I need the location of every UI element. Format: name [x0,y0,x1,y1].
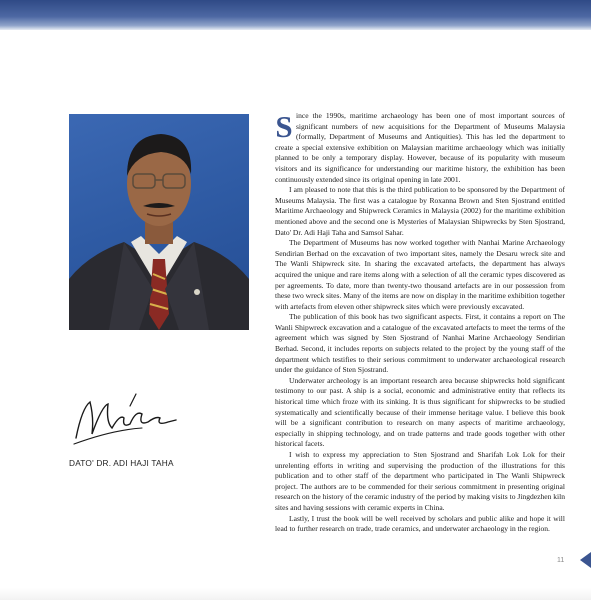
corner-tab-icon [580,552,591,568]
paragraph-7: Lastly, I trust the book will be well received by scholars and public alike and hope it will lead to further research on trade, trade ceramics, and underwater archaeology in the region. [275,513,565,534]
paragraph-5: Underwater archeology is an important research area because shipwrecks hold significant testimony to our past. A ship is a social, economic and administrative entity that reflects its historical time which froze with its sinking. It is thus significant for shipwrecks to be studied systematically and scientifically because of their immense heritage value. I believe this book will be a significant contribution to research on many aspects of maritime archaeology, especially in shipping technology, and on trade patterns and trade goods together with other historical facets. [275,375,565,449]
paragraph-6: I wish to express my appreciation to Sten Sjostrand and Sharifah Lok Lok for their unrelenting efforts in writing and supervising the production of the illustrations for this publication and to other staff of the department who participated in The Wanli Shipwreck project. The authors are to be commended for their serious commitment in presenting original research on the history of the ceramic industry of the period by making visits to Jingdezhen kiln sites and having sessions with ceramic experts in China. [275,450,565,512]
page-bottom-edge [0,588,591,600]
page-number: 11 [557,557,565,564]
top-color-band [0,0,591,30]
drop-cap-s [275,112,293,142]
paragraph-1 [275,111,565,185]
portrait-illustration [69,114,249,330]
paragraph-1-text: ince the 1990s, maritime archaeology has been one of most important sources of significant numbers of new acquisitions for the Department of Museums Malaysia (formally, Department of Museums and Antiquities). This has led the department to create a special extensive exhibition on Malaysian maritime archaeology which was initially planned to be only a temporary display. However, because of its popularity with museum visitors and its significance for understanding our maritime history, the exhibition has been continuously extended since its original opening in late 2001. [275,111,565,184]
author-portrait [69,114,249,330]
paragraph-4: The publication of this book has two significant aspects. First, it contains a report on The Wanli Shipwreck excavation and a catalogue of the excavated artefacts to meet the terms of the agreement which was signed by Sten Sjostrand of Nanhai Marine Archaeology Sendirian Berhad. Second, it includes reports on subjects related to the project by the young staff of the department which testifies to their serious commitment to underwater archaeological research under the guidance of Sten Sjostrand. [275,312,565,375]
paragraph-2: I am pleased to note that this is the third publication to be sponsored by the Department of Museums Malaysia. The first was a catalogue by Roxanna Brown and Sten Sjostrand entitled Maritime Archaeology and Shipwreck Ceramics in Malaysia (2002) for the maritime exhibition mentioned above and the second one is Mysteries of Malaysian Shipwrecks by Sten Sjostrand, Dato' Dr. Adi Haji Taha and Samsol Sahar. [275,185,565,237]
signatory-name: DATO' DR. ADI HAJI TAHA [69,458,174,468]
signature-illustration [72,388,182,448]
paragraph-3: The Department of Museums has now worked together with Nanhai Marine Archaeology Sendirian Berhad on the excavation of two important sites, namely the Desaru wreck site and The Wanli Shipwreck site. In sharing the excavated artefacts, the department has always acquired the unique and rare items along with a selection of all the ceramic types discovered as per agreements. To date, more than twenty-two thousand artefacts are in our possession from these two wreck sites. Many of the items are now on display in the maritime exhibition together with artefacts from eleven other shipwreck sites which were previously excavated. [275,238,565,311]
body-text [275,111,565,535]
drop-cap-letter: S [275,112,293,142]
